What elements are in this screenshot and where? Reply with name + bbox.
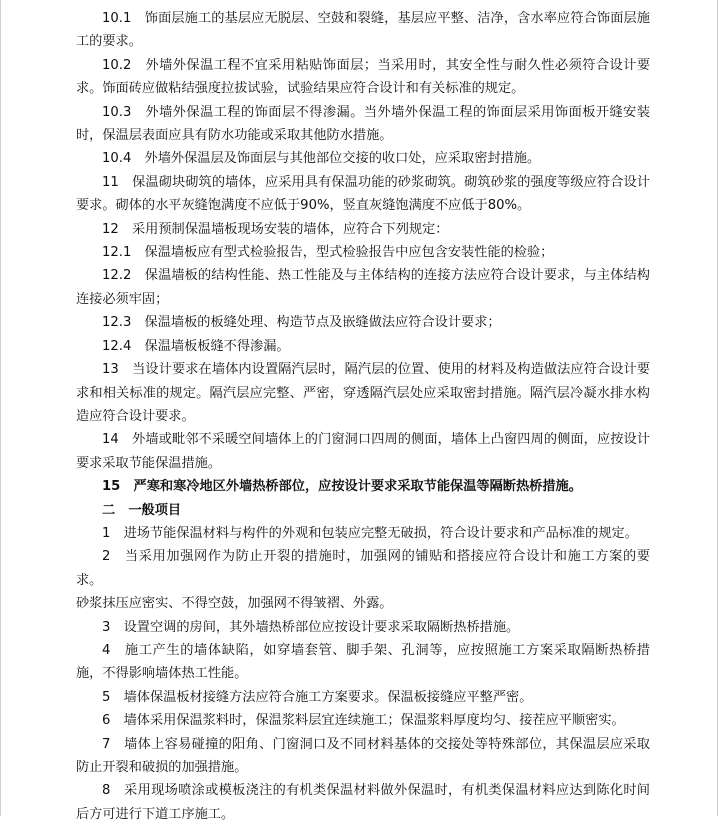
paragraph-general-4: 4 施工产生的墙体缺陷，如穿墙套管、脚手架、孔洞等，应按照施工方案采取隔断热桥措施，不得影响墙体热工性能。 — [76, 642, 650, 682]
paragraph-13: 13 当设计要求在墙体内设置隔汽层时，隔汽层的位置、使用的材料及构造做法应符合设计要求和相关标准的规定。隔汽层应完整、严密，穿透隔汽层处应采取密封措施。隔汽层冷凝水排水构造应符合设计要求。 — [76, 362, 650, 424]
paragraph-12-3: 12.3 保温墙板的板缝处理、构造节点及嵌缝做法应符合设计要求； — [102, 315, 501, 331]
document-body — [76, 7, 650, 826]
paragraph-10-1: 10.1 饰面层施工的基层应无脱层、空鼓和裂缝，基层应平整、洁净，含水率应符合饰面层施工的要求。 — [76, 11, 650, 50]
paragraph-general-7: 7 墙体上容易碰撞的阳角、门窗洞口及不同材料基体的交接处等特殊部位，其保温层应采取防止开裂和破损的加强措施。 — [76, 736, 650, 775]
paragraph-general-2: 2 当采用加强网作为防止开裂的措施时，加强网的铺贴和搭接应符合设计和施工方案的要求。 — [76, 549, 650, 588]
paragraph-11: 11 保温砌块砌筑的墙体，应采用具有保温功能的砂浆砌筑。砌筑砂浆的强度等级应符合设计要求。砌体的水平灰缝饱满度不应低于90%，竖直灰缝饱满度不应低于80%。 — [76, 174, 650, 214]
paragraph-10-4: 10.4 外墙外保温层及饰面层与其他部位交接的收口处，应采取密封措施。 — [102, 151, 541, 167]
paragraph-general-5: 5 墙体保温板材接缝方法应符合施工方案要求。保温板接缝应平整严密。 — [102, 689, 533, 705]
paragraph-general-1: 1 进场节能保温材料与构件的外观和包装应完整无破损，符合设计要求和产品标准的规定。 — [102, 525, 638, 541]
paragraph-12-4: 12.4 保温墙板板缝不得渗漏。 — [102, 338, 290, 354]
paragraph-general-8: 8 采用现场喷涂或模板浇注的有机类保温材料做外保温时，有机类保温材料应达到陈化时间后方可进行下道工序施工。 — [76, 783, 650, 822]
paragraph-15: 15 严寒和寒冷地区外墙热桥部位，应按设计要求采取节能保温等隔断热桥措施。 — [102, 479, 582, 495]
paragraph-12-1: 12.1 保温墙板应有型式检验报告，型式检验报告中应包含安装性能的检验； — [102, 245, 554, 261]
paragraph-12-2: 12.2 保温墙板的结构性能、热工性能及与主体结构的连接方法应符合设计要求，与主体结构连接必须牢固； — [76, 268, 650, 307]
paragraph-general-6: 6 墙体采用保温浆料时，保温浆料层宜连续施工；保温浆料厚度均匀、接茬应平顺密实。 — [102, 713, 625, 729]
paragraph-12: 12 采用预制保温墙板现场安装的墙体，应符合下列规定： — [102, 221, 449, 237]
section-heading-general-items: 二 一般项目 — [102, 502, 182, 518]
paragraph-14: 14 外墙或毗邻不采暖空间墙体上的门窗洞口四周的侧面，墙体上凸窗四周的侧面，应按设计要求采取节能保温措施。 — [76, 432, 650, 471]
paragraph-10-3: 10.3 外墙外保温工程的饰面层不得渗漏。当外墙外保温工程的饰面层采用饰面板开缝安装时，保温层表面应具有防水功能或采取其他防水措施。 — [76, 104, 650, 144]
paragraph-general-2-continued: 砂浆抹压应密实、不得空鼓，加强网不得皱褶、外露。 — [76, 596, 393, 612]
paragraph-10-2: 10.2 外墙外保温工程不宜采用粘贴饰面层；当采用时，其安全性与耐久性必须符合设计要求。饰面砖应做粘结强度拉拔试验，试验结果应符合设计和有关标准的规定。 — [76, 57, 650, 97]
paragraph-general-3: 3 设置空调的房间，其外墙热桥部位应按设计要求采取隔断热桥措施。 — [102, 619, 520, 635]
